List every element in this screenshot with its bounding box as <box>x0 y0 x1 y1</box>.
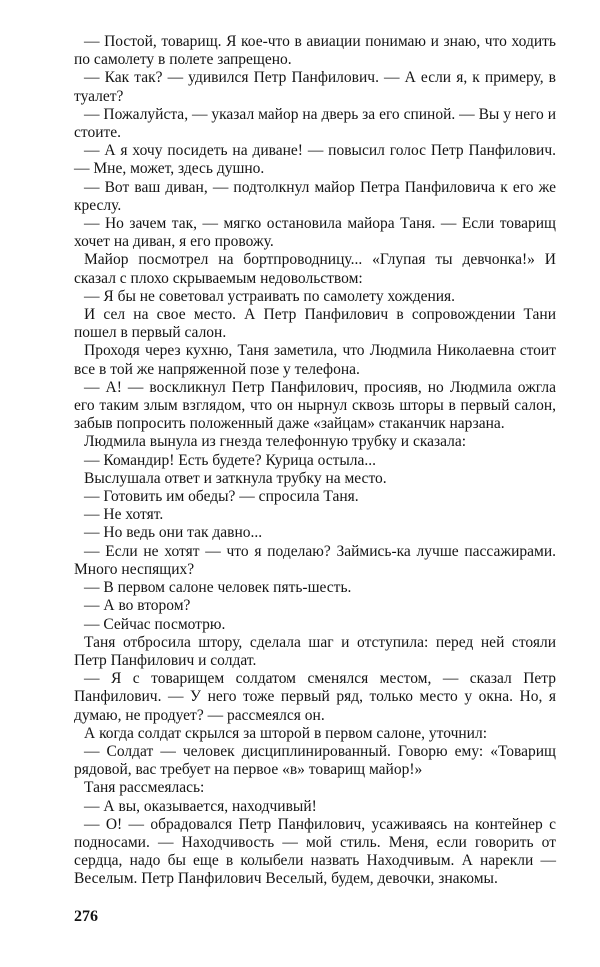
paragraph-2: — Как так? — удивился Петр Панфилович. — А если я, к примеру, в туалет? <box>74 69 556 105</box>
paragraph-17: — Но ведь они так давно... <box>84 524 263 542</box>
paragraph-19: — В первом салоне человек пять-шесть. <box>84 579 352 597</box>
paragraph-15: — Готовить им обеды? — спросила Таня. <box>84 488 359 506</box>
paragraph-18: — Если не хотят — что я поделаю? Займись-ка лучше пассажирами. Много неспящих? <box>74 542 556 578</box>
paragraph-27: — А вы, оказывается, находчивый! <box>84 797 317 815</box>
paragraph-1: — Постой, товарищ. Я кое-что в авиации понимаю и знаю, что ходить по самолету в полете запрещено. <box>74 33 556 69</box>
paragraph-24: А когда солдат скрылся за шторой в первом салоне, уточнил: <box>84 724 488 742</box>
paragraph-14: Выслушала ответ и заткнула трубку на место. <box>84 469 387 487</box>
paragraph-23: — Я с товарищем солдатом сменялся местом, — сказал Петр Панфилович. — У него тоже первый ряд, только место у окна. Но, я думаю, не продует? — рассмеялся он. <box>74 670 556 724</box>
paragraph-20: — А во втором? <box>84 597 191 615</box>
paragraph-10: Проходя через кухню, Таня заметила, что Людмила Николаевна стоит все в той же напряженной позе у телефона. <box>74 342 556 378</box>
paragraph-13: — Командир! Есть будете? Курица остыла... <box>84 451 377 469</box>
paragraph-8: — Я бы не советовал устраивать по самолету хождения. <box>84 287 456 305</box>
paragraph-5: — Вот ваш диван, — подтолкнул майор Петра Панфиловича к его же креслу. <box>74 178 556 214</box>
paragraph-22: Таня отбросила штору, сделала шаг и отступила: перед ней стояли Петр Панфилович и солдат. <box>74 633 556 669</box>
paragraph-28: — О! — обрадовался Петр Панфилович, усаживаясь на контейнер с подносами. — Находчивость — мой стиль. Меня, если говорить от сердца, надо бы еще в колыбели назвать Находчивым. А нарекли — Веселым. Петр Панфилович Веселый, будем, девочки, знакомы. <box>74 815 556 888</box>
paragraph-26: Таня рассмеялась: <box>84 779 205 797</box>
paragraph-3: — Пожалуйста, — указал майор на дверь за его спиной. — Вы у него и стоите. <box>74 105 556 142</box>
paragraph-6: — Но зачем так, — мягко остановила майора Таня. — Если товарищ хочет на диван, я его провожу. <box>74 215 556 251</box>
paragraph-12: Людмила вынула из гнезда телефонную трубку и сказала: <box>84 433 467 451</box>
paragraph-21: — Сейчас посмотрю. <box>84 615 226 633</box>
paragraph-7: Майор посмотрел на бортпроводницу... «Глупая ты девчонка!» И сказал с плохо скрываемым недовольством: <box>74 251 556 287</box>
paragraph-4: — А я хочу посидеть на диване! — повысил голос Петр Панфилович. — Мне, может, здесь душно. <box>74 142 556 178</box>
paragraph-16: — Не хотят. <box>84 506 164 524</box>
paragraph-11: — А! — воскликнул Петр Панфилович, просияв, но Людмила ожгла его таким злым взглядом, что он нырнул сквозь шторы в первый салон, забыв попросить положенный даже «зайцам» стаканчик нарзана. <box>74 378 556 433</box>
page-number: 276 <box>74 908 98 925</box>
body-text <box>74 33 556 889</box>
paragraph-25: — Солдат — человек дисциплинированный. Говорю ему: «Товарищ рядовой, вас требует на первое «в» товарищ майор!» <box>74 742 556 779</box>
paragraph-9: И сел на свое место. А Петр Панфилович в сопровождении Тани пошел в первый салон. <box>74 306 556 342</box>
